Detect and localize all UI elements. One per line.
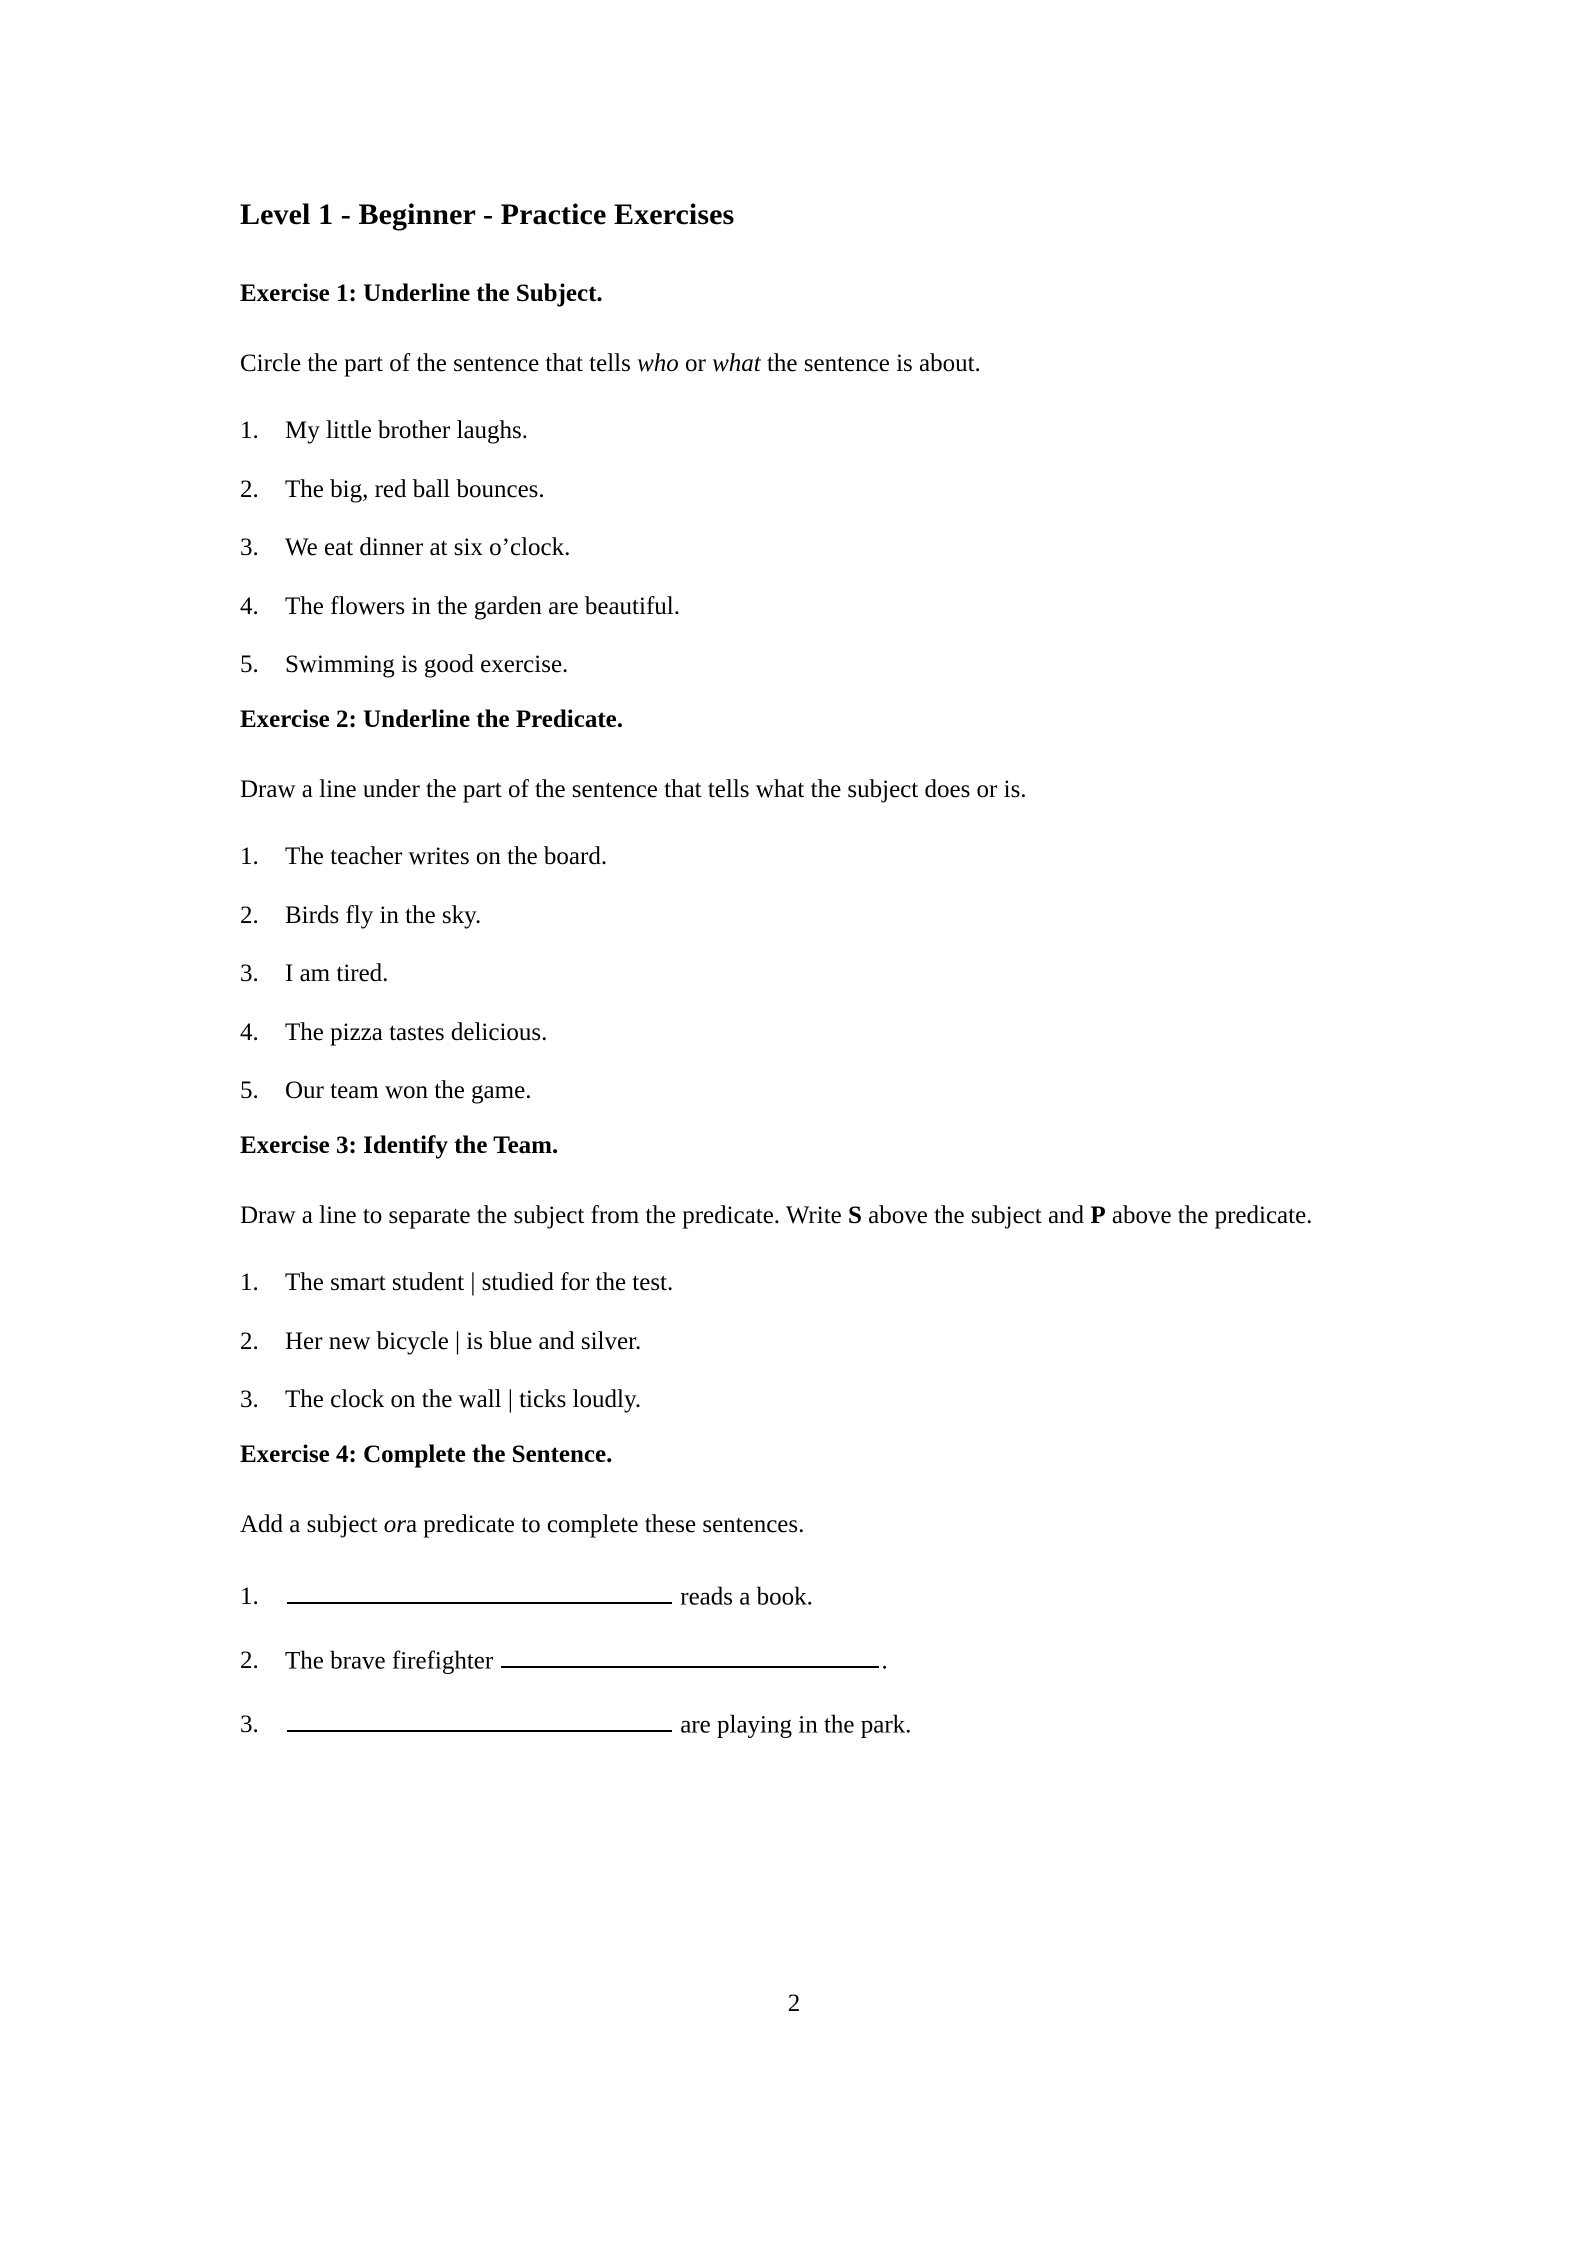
list-item-text: I am tired. — [285, 960, 389, 987]
list-item-text: Birds fly in the sky. — [285, 901, 482, 929]
instruction-text-part: Draw a line to separate the subject from the predicate. Write — [240, 1202, 848, 1229]
list-item — [240, 958, 1348, 991]
exercise-section-4 — [240, 1439, 1348, 1742]
list-item-number: 3. — [240, 1386, 259, 1413]
page-title: Level 1 - Beginner - Practice Exercises — [240, 198, 735, 231]
instruction-text-part: Circle the part of the sentence that tells — [240, 350, 638, 377]
exercise-section-2 — [240, 704, 1348, 1108]
list-item — [240, 1017, 1348, 1050]
exercise-section-3 — [240, 1130, 1348, 1417]
instruction-emphasis-s: S — [848, 1202, 862, 1229]
fill-in-text-after: . — [881, 1647, 888, 1674]
fill-in-blank[interactable] — [287, 1704, 672, 1732]
document-content — [240, 196, 1348, 1773]
instruction-emphasis-who: who — [637, 350, 679, 377]
list-item — [240, 900, 1348, 933]
instruction-text-part: Draw a line under the part of the sentence that tells what the subject does or is. — [240, 776, 1027, 803]
list-item-text: The smart student | studied for the test. — [285, 1269, 674, 1296]
list-item-text — [285, 1640, 1348, 1678]
instruction-emphasis-or: or — [383, 1511, 406, 1538]
exercise-1-list — [240, 415, 1348, 682]
list-item-number: 3. — [240, 534, 259, 561]
list-item — [240, 1704, 1348, 1742]
list-item-text: Her new bicycle | is blue and silver. — [285, 1327, 642, 1355]
fill-in-text-after: reads a book. — [674, 1583, 813, 1611]
exercise-2-list — [240, 841, 1348, 1108]
exercise-4-heading: Exercise 4: Complete the Sentence. — [240, 1440, 613, 1468]
instruction-text-part: above the subject and — [861, 1202, 1091, 1229]
exercise-3-instruction — [240, 1196, 1348, 1235]
list-item-text: Our team won the game. — [285, 1077, 532, 1104]
list-item-text: The big, red ball bounces. — [285, 475, 545, 503]
list-item-number: 2. — [240, 475, 259, 503]
list-item — [240, 1075, 1348, 1108]
list-item-number: 4. — [240, 1018, 259, 1046]
list-item — [240, 649, 1348, 682]
instruction-emphasis-p: P — [1090, 1202, 1106, 1229]
list-item-text — [285, 1576, 1348, 1614]
list-item — [240, 1326, 1348, 1359]
list-item-text: The pizza tastes delicious. — [285, 1018, 548, 1046]
instruction-text-part: Add a subject — [240, 1511, 384, 1538]
list-item-number: 1. — [240, 1583, 259, 1611]
list-item-text: The clock on the wall | ticks loudly. — [285, 1386, 642, 1413]
list-item-number: 2. — [240, 1647, 259, 1674]
list-item-number: 2. — [240, 1327, 259, 1355]
exercise-4-list — [240, 1576, 1348, 1741]
list-item — [240, 1384, 1348, 1417]
list-item — [240, 474, 1348, 507]
list-item-number: 5. — [240, 651, 259, 678]
instruction-text-part: the sentence is about. — [760, 350, 981, 377]
list-item-text: Swimming is good exercise. — [285, 651, 569, 678]
page-number: 2 — [787, 1990, 801, 2017]
list-item-text: My little brother laughs. — [285, 417, 529, 444]
list-item — [240, 1576, 1348, 1614]
instruction-text-part: above the predicate. — [1105, 1202, 1313, 1229]
exercise-3-heading: Exercise 3: Identify the Team. — [240, 1131, 559, 1159]
list-item-number: 1. — [240, 843, 259, 870]
list-item-number: 4. — [240, 592, 259, 620]
list-item-text — [285, 1704, 1348, 1742]
exercise-section-1 — [240, 278, 1348, 682]
exercise-3-list — [240, 1267, 1348, 1417]
instruction-text-part: or — [678, 350, 713, 377]
exercise-4-instruction — [240, 1505, 1348, 1544]
list-item — [240, 591, 1348, 624]
exercise-1-instruction — [240, 344, 1348, 383]
list-item-number: 5. — [240, 1077, 259, 1104]
instruction-emphasis-what: what — [712, 350, 761, 377]
list-item-text: We eat dinner at six o’clock. — [285, 534, 571, 561]
fill-in-text-before: The brave firefighter — [285, 1647, 500, 1674]
list-item-number: 1. — [240, 417, 259, 444]
exercise-1-heading: Exercise 1: Underline the Subject. — [240, 279, 603, 307]
exercise-2-heading: Exercise 2: Underline the Predicate. — [240, 705, 624, 733]
list-item-number: 2. — [240, 901, 259, 929]
list-item — [240, 1640, 1348, 1678]
list-item — [240, 1267, 1348, 1300]
fill-in-text-after: are playing in the park. — [674, 1710, 912, 1738]
list-item-text: The flowers in the garden are beautiful. — [285, 592, 680, 620]
fill-in-blank[interactable] — [287, 1576, 672, 1604]
list-item — [240, 532, 1348, 565]
list-item — [240, 841, 1348, 874]
list-item-text: The teacher writes on the board. — [285, 843, 608, 870]
list-item — [240, 415, 1348, 448]
list-item-number: 3. — [240, 960, 259, 987]
list-item-number: 1. — [240, 1269, 259, 1296]
instruction-text-part: a predicate to complete these sentences. — [405, 1511, 805, 1538]
fill-in-blank[interactable] — [501, 1640, 879, 1668]
list-item-number: 3. — [240, 1710, 259, 1738]
exercise-2-instruction — [240, 770, 1348, 809]
